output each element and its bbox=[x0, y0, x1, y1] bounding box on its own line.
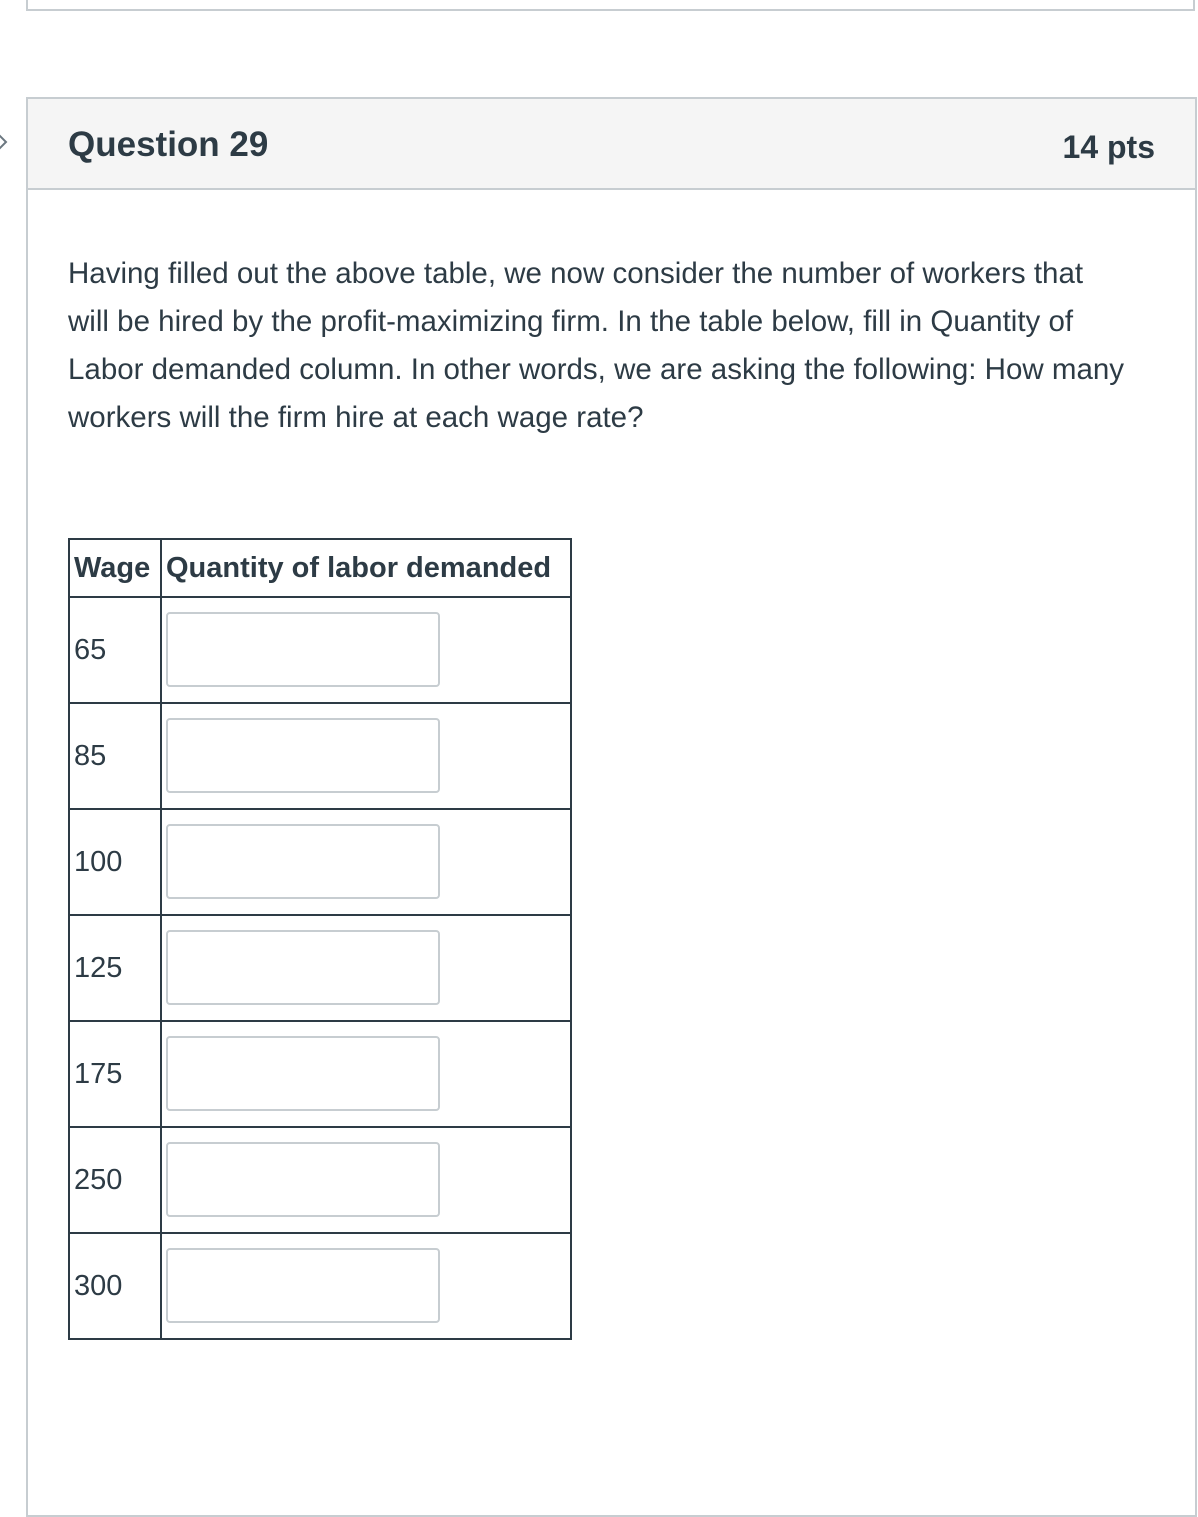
table-header-row bbox=[69, 539, 571, 597]
table-row bbox=[69, 1233, 571, 1339]
table-row bbox=[69, 915, 571, 1021]
table-row bbox=[69, 1021, 571, 1127]
table-row bbox=[69, 809, 571, 915]
quantity-cell bbox=[161, 809, 571, 915]
question-card bbox=[26, 97, 1197, 1517]
table-row bbox=[69, 703, 571, 809]
wage-cell: 300 bbox=[69, 1233, 161, 1339]
quantity-input[interactable] bbox=[166, 824, 440, 899]
column-header-wage: Wage bbox=[69, 539, 161, 597]
quantity-input[interactable] bbox=[166, 1248, 440, 1323]
question-title: Question 29 bbox=[68, 125, 269, 164]
quantity-cell bbox=[161, 1233, 571, 1339]
question-header bbox=[28, 99, 1195, 190]
wage-cell: 100 bbox=[69, 809, 161, 915]
quantity-cell bbox=[161, 703, 571, 809]
previous-question-card bbox=[26, 0, 1195, 11]
quantity-cell bbox=[161, 1021, 571, 1127]
question-points: 14 pts bbox=[1062, 129, 1155, 165]
wage-cell: 125 bbox=[69, 915, 161, 1021]
answer-table bbox=[68, 538, 572, 1340]
wage-cell: 85 bbox=[69, 703, 161, 809]
wage-cell: 250 bbox=[69, 1127, 161, 1233]
wage-cell: 65 bbox=[69, 597, 161, 703]
quantity-input[interactable] bbox=[166, 718, 440, 793]
quantity-cell bbox=[161, 597, 571, 703]
question-text: Having filled out the above table, we now consider the number of workers that will be hired by the profit-maximizing firm. In the table below, fill in Quantity of Labor demanded column. In other words, we are asking the following: How many workers will the firm hire at each wage rate? bbox=[68, 257, 1125, 434]
quantity-cell bbox=[161, 1127, 571, 1233]
table-row bbox=[69, 1127, 571, 1233]
table-row bbox=[69, 597, 571, 703]
quantity-input[interactable] bbox=[166, 1142, 440, 1217]
column-header-quantity: Quantity of labor demanded bbox=[161, 539, 571, 597]
quantity-input[interactable] bbox=[166, 930, 440, 1005]
quantity-cell bbox=[161, 915, 571, 1021]
quantity-input[interactable] bbox=[166, 612, 440, 687]
quantity-input[interactable] bbox=[166, 1036, 440, 1111]
wage-cell: 175 bbox=[69, 1021, 161, 1127]
chevron-right-icon[interactable] bbox=[0, 132, 8, 152]
